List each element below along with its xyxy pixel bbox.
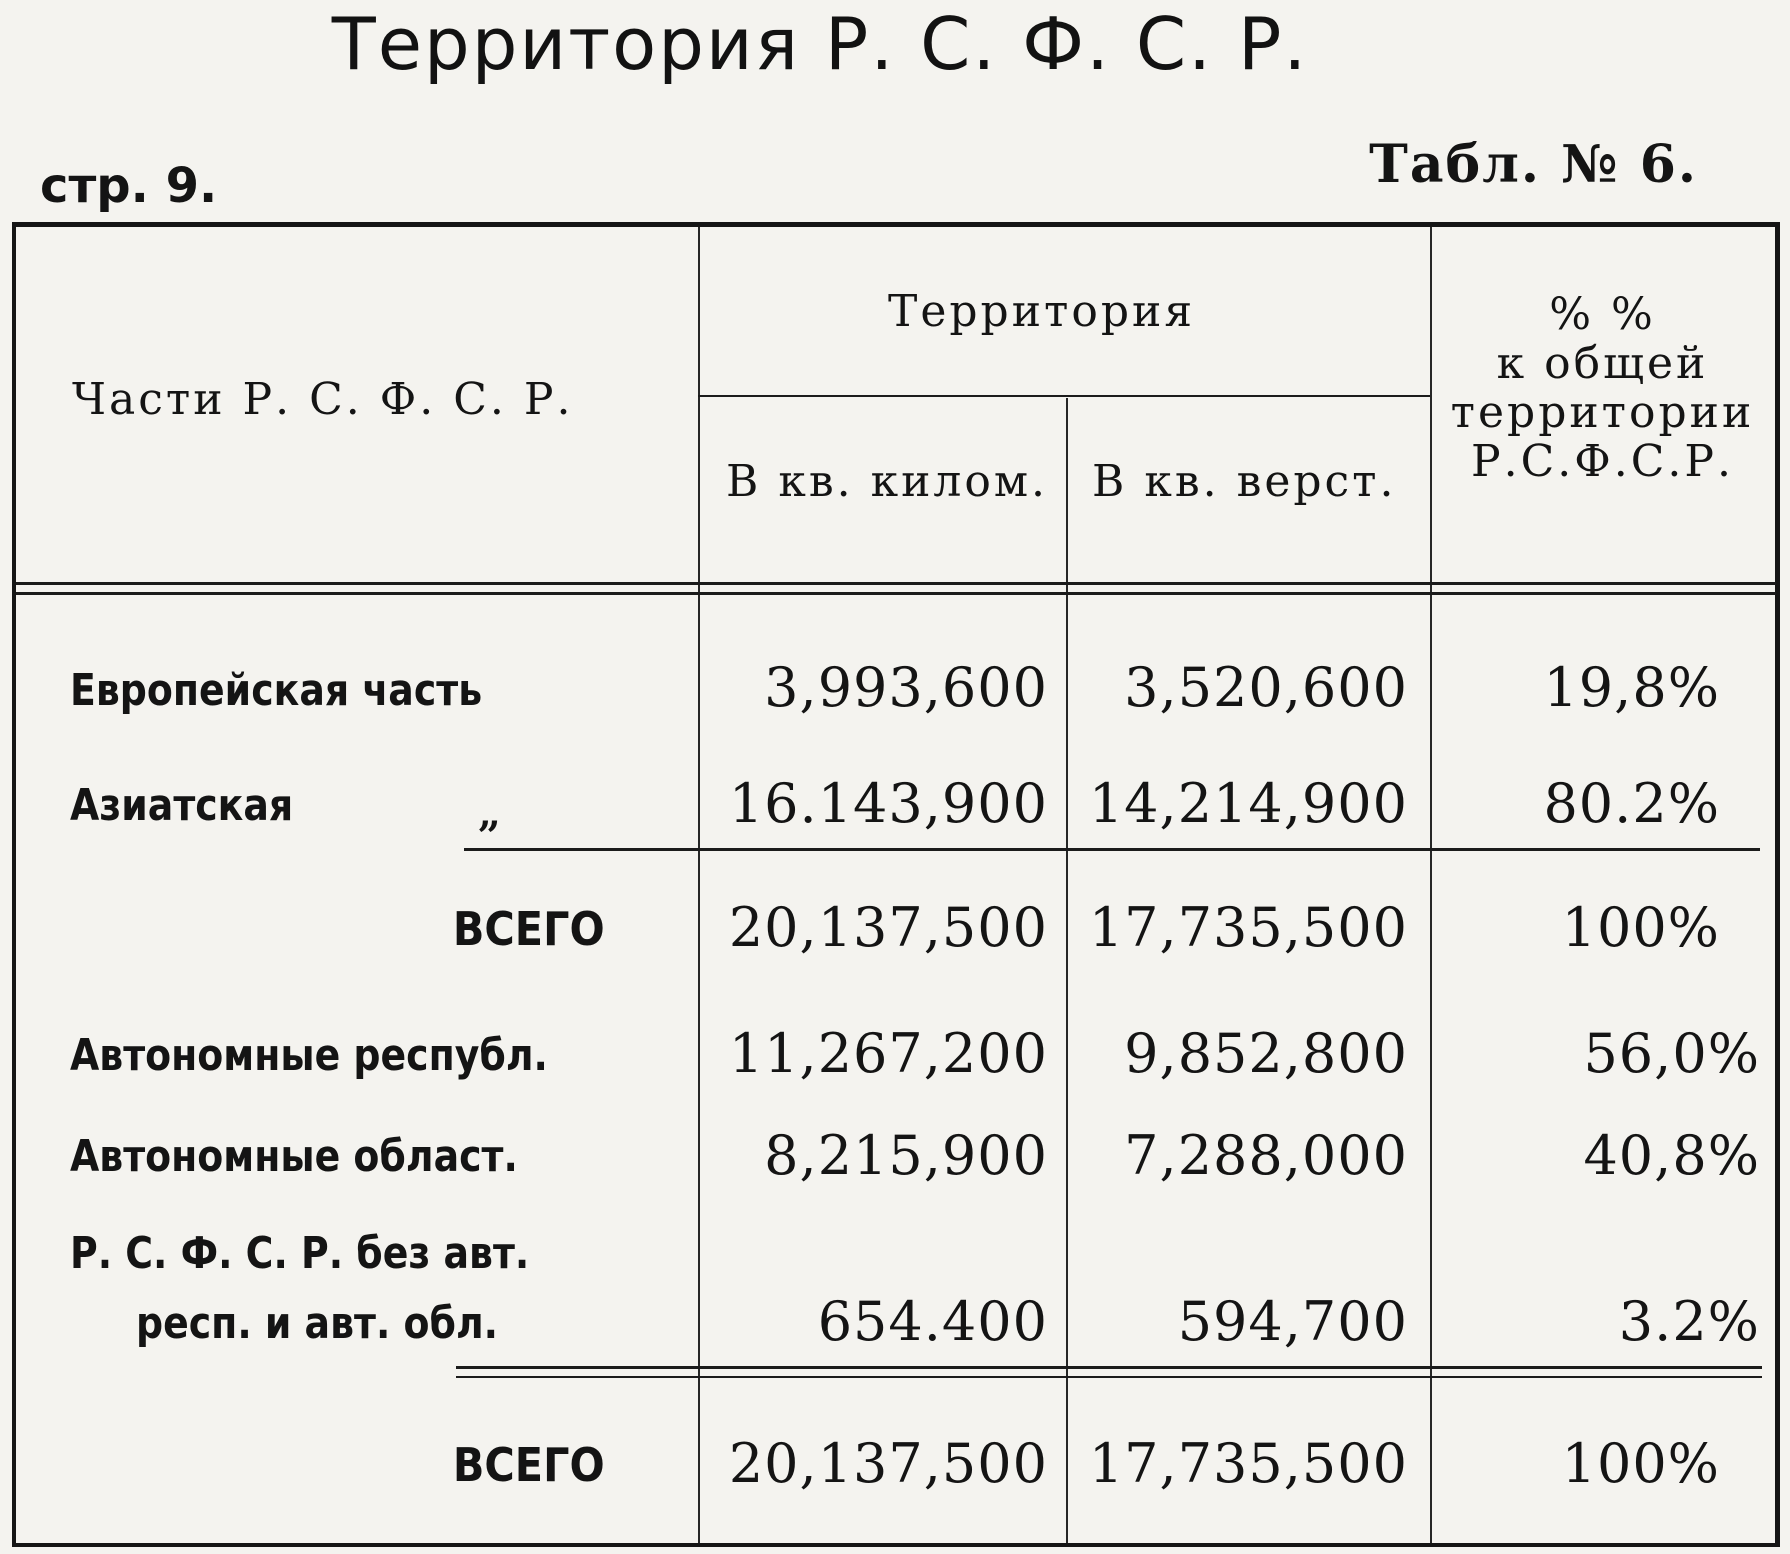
page-reference: стр. 9. (40, 158, 218, 214)
cell-sq-km: 20,137,500 (728, 1432, 1048, 1495)
subtotal-rule (464, 848, 1760, 851)
header-percent-line: % % (1549, 289, 1656, 340)
column-divider (1066, 398, 1068, 1543)
ditto-mark: „ (478, 790, 502, 837)
row-label: Автономные област. (70, 1131, 518, 1182)
row-label: Азиатская (70, 780, 294, 831)
cell-percent: 100% (1561, 896, 1720, 959)
cell-sq-km: 654.400 (817, 1290, 1048, 1353)
header-parts: Части Р. С. Ф. С. Р. (72, 374, 574, 425)
header-percent (1430, 290, 1775, 486)
cell-sq-versts: 7,288,000 (1124, 1124, 1408, 1187)
total-rule-top (456, 1366, 1762, 1369)
table-number: Табл. № 6. (1369, 134, 1698, 195)
header-sq-versts: В кв. верст. (1092, 456, 1397, 507)
cell-sq-km: 11,267,200 (728, 1022, 1048, 1085)
cell-sq-versts: 9,852,800 (1124, 1022, 1408, 1085)
page-title: Территория Р. С. Ф. С. Р. (331, 2, 1309, 86)
row-label: Европейская часть (70, 665, 483, 716)
header-sq-km: В кв. килом. (726, 456, 1049, 507)
cell-percent: 56,0% (1583, 1022, 1760, 1085)
cell-sq-versts: 17,735,500 (1088, 1432, 1408, 1495)
cell-percent: 80.2% (1543, 772, 1720, 835)
cell-sq-km: 8,215,900 (764, 1124, 1048, 1187)
header-double-rule-bottom (16, 592, 1776, 595)
header-double-rule-top (16, 582, 1776, 585)
header-territory: Территория (888, 286, 1196, 337)
cell-percent: 3.2% (1618, 1290, 1760, 1353)
cell-sq-versts: 3,520,600 (1124, 656, 1408, 719)
cell-sq-versts: 594,700 (1177, 1290, 1408, 1353)
cell-sq-km: 3,993,600 (764, 656, 1048, 719)
row-label-line2: респ. и авт. обл. (136, 1298, 499, 1349)
column-divider (698, 227, 700, 1543)
row-label: Автономные республ. (70, 1030, 548, 1081)
cell-percent: 19,8% (1543, 656, 1720, 719)
cell-sq-versts: 14,214,900 (1088, 772, 1408, 835)
total-rule-bottom (456, 1376, 1762, 1378)
total-label: ВСЕГО (453, 902, 605, 956)
header-percent-line: территории (1450, 387, 1755, 438)
header-subrule (698, 395, 1430, 397)
cell-percent: 40,8% (1583, 1124, 1760, 1187)
cell-sq-km: 16.143,900 (728, 772, 1048, 835)
row-label-line1: Р. С. Ф. С. Р. без авт. (70, 1228, 530, 1279)
cell-sq-versts: 17,735,500 (1088, 896, 1408, 959)
header-percent-line: Р.С.Ф.С.Р. (1471, 436, 1734, 487)
header-percent-line: к общей (1496, 338, 1709, 389)
total-label: ВСЕГО (453, 1438, 605, 1492)
cell-percent: 100% (1561, 1432, 1720, 1495)
cell-sq-km: 20,137,500 (728, 896, 1048, 959)
